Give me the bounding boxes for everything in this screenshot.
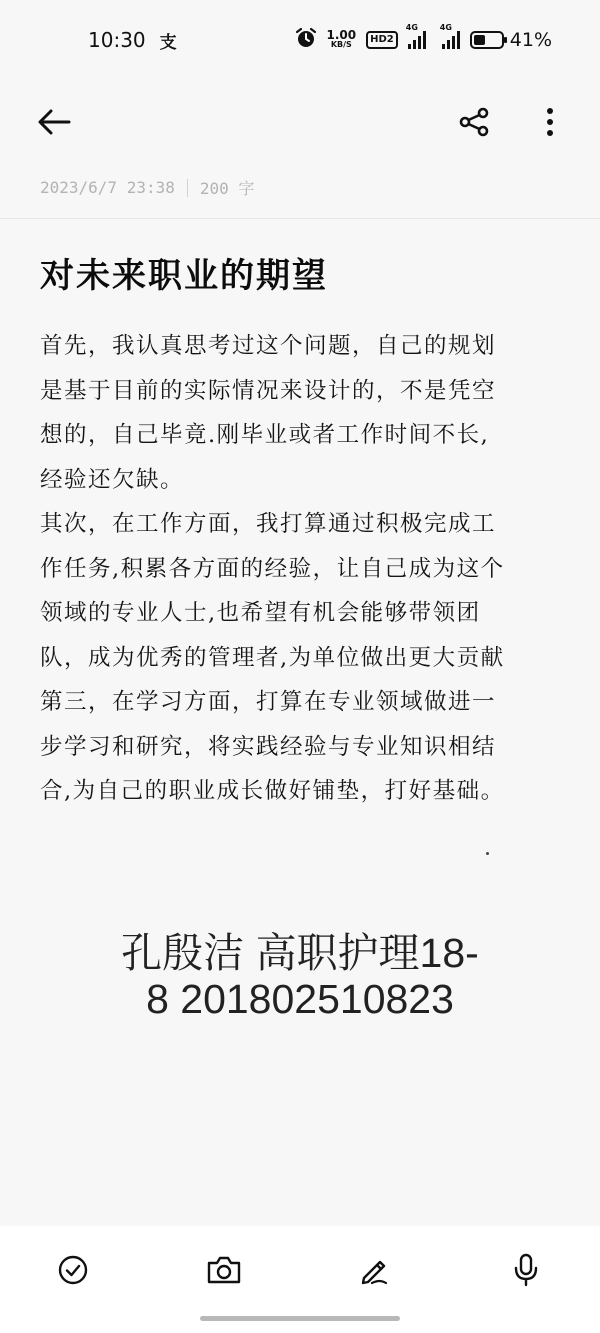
status-left bbox=[88, 28, 177, 53]
note-line: 其次，在工作方面，我打算通过积极完成工 bbox=[40, 511, 497, 537]
note-line: 是基于目前的实际情况来设计的，不是凭空 bbox=[40, 377, 497, 404]
note-datetime: 2023/6/7 23:38 bbox=[40, 178, 175, 197]
note-meta bbox=[40, 176, 254, 199]
hd-badge: HD2 bbox=[366, 31, 398, 49]
note-signature[interactable] bbox=[0, 930, 600, 1022]
header-divider bbox=[0, 218, 600, 219]
note-title[interactable]: 对未来职业的期望 bbox=[40, 256, 328, 296]
back-arrow-icon[interactable] bbox=[34, 102, 74, 142]
pen-icon[interactable] bbox=[351, 1246, 399, 1294]
stray-dot bbox=[486, 852, 489, 855]
battery-percent: 41% bbox=[509, 29, 552, 51]
signature-line-2: 8 201802510823 bbox=[146, 976, 454, 1022]
signal-icon-sim2 bbox=[439, 23, 460, 49]
note-line: 想的，自己毕竟.刚毕业或者工作时间不长, bbox=[40, 422, 490, 448]
signal-icon-sim1 bbox=[405, 23, 426, 49]
signature-line-1: 孔殷洁 高职护理18- bbox=[121, 930, 479, 976]
battery bbox=[470, 29, 552, 51]
more-vertical-icon[interactable] bbox=[530, 102, 570, 142]
share-icon[interactable] bbox=[454, 102, 494, 142]
note-line: 首先，我认真思考过这个问题，自己的规划 bbox=[40, 333, 497, 359]
note-line: 领域的专业人士,也希望有机会能够带领团 bbox=[40, 600, 481, 626]
home-indicator[interactable] bbox=[200, 1316, 400, 1321]
note-line: 经验还欠缺。 bbox=[40, 466, 185, 493]
note-body[interactable] bbox=[40, 324, 560, 814]
status-right bbox=[295, 23, 552, 54]
battery-fill bbox=[474, 35, 485, 45]
signal-2-tag: 4G bbox=[439, 23, 452, 32]
note-line: 作任务,积累各方面的经验，让自己成为这个 bbox=[40, 555, 505, 582]
alarm-clock-icon bbox=[295, 27, 317, 54]
signal-1-tag: 4G bbox=[405, 23, 418, 32]
speed-unit: KB/S bbox=[330, 40, 352, 49]
status-bar bbox=[0, 0, 600, 80]
battery-icon bbox=[470, 31, 504, 49]
header-actions bbox=[454, 102, 570, 142]
camera-icon[interactable] bbox=[200, 1246, 248, 1294]
status-time: 10:30 bbox=[88, 28, 146, 52]
microphone-icon[interactable] bbox=[502, 1246, 550, 1294]
note-header bbox=[0, 90, 600, 154]
app-indicator: 支 bbox=[159, 32, 177, 53]
note-line: 合,为自己的职业成长做好铺垫，打好基础。 bbox=[40, 778, 505, 804]
speed-value: 1.00 bbox=[326, 28, 357, 42]
note-line: 步学习和研究，将实践经验与专业知识相结 bbox=[40, 733, 497, 760]
note-word-count: 200 字 bbox=[199, 179, 255, 198]
check-circle-icon[interactable] bbox=[49, 1246, 97, 1294]
note-line: 第三，在学习方面，打算在专业领域做进一 bbox=[40, 689, 497, 715]
meta-divider bbox=[187, 179, 188, 197]
network-speed bbox=[327, 30, 357, 50]
note-line: 队，成为优秀的管理者,为单位做出更大贡献 bbox=[40, 644, 505, 671]
